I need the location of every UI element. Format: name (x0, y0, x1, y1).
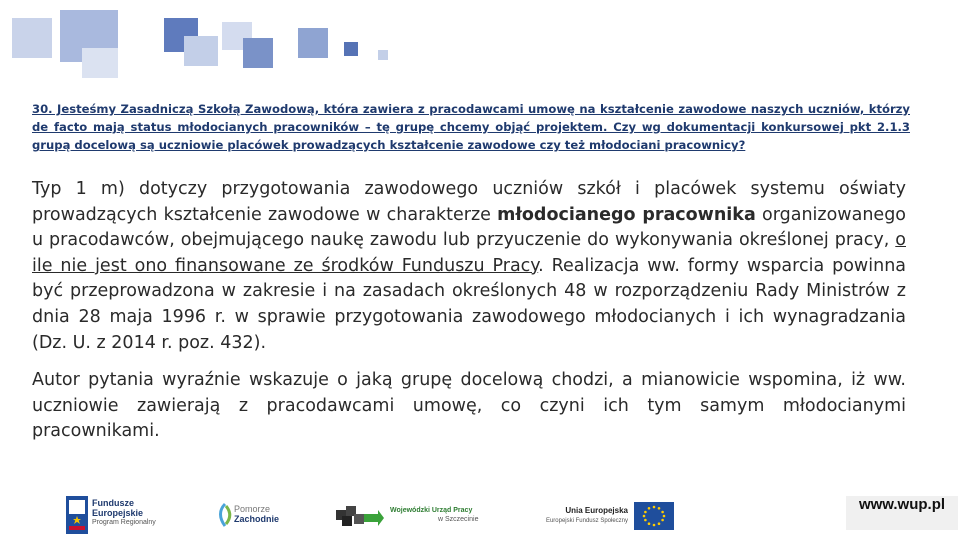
pz-swirl-icon (216, 502, 234, 528)
answer-text: . Realizacja ww. formy wsparcia powinna być przeprowadzona w zakresie i na zasadach określonych 48 w rozporządzeniu Rady Ministrów z dnia 28 maja 1996 r. w sprawie przygotowania zawodowego młodocianych i ich wynagradzania (Dz. U. z 2014 r. poz. 432). (32, 255, 907, 353)
fe-line2: Europejskie (92, 508, 144, 518)
answer-underlined-condition: o ile nie jest ono finansowane ze środków Funduszu Pracy (32, 230, 906, 276)
decor-square (298, 28, 328, 58)
fe-line3: Program Regionalny (92, 519, 156, 526)
answer-text: Typ 1 m) dotyczy przygotowania zawodowego uczniów szkół i placówek systemu oświaty prowadzących kształcenie zawodowe w charakterze (32, 179, 906, 225)
ue-line1: Unia Europejska (565, 506, 628, 515)
wup-line1: Wojewódzki Urząd Pracy (390, 507, 473, 514)
fundusze-europejskie-logo (66, 496, 166, 534)
decor-square (378, 50, 388, 60)
wup-szczecin-logo (334, 502, 484, 532)
website-url[interactable]: www.wup.pl (846, 496, 958, 530)
answer-paragraph-1 (32, 177, 906, 356)
pz-line2: Zachodnie (234, 514, 280, 524)
answer-text: organizowanego u pracodawców, obejmującego naukę zawodu lub przyuczenie do wykonywania określonej pracy, (32, 204, 907, 251)
eu-flag-icon (634, 502, 674, 530)
pz-line1: Pomorze (234, 504, 271, 514)
decor-square (82, 48, 118, 78)
answer-paragraph-2: Autor pytania wyraźnie wskazuje o jaką grupę docelową chodzi, a mianowicie wspomina, iż ww. uczniowie zawierają z pracodawcami umowę, co czyni ich tym samym młodocianymi pracownikami. (32, 370, 906, 442)
ue-line2: Europejski Fundusz Społeczny (545, 518, 628, 524)
fe-line1: Fundusze (92, 498, 134, 508)
fe-star-icon (66, 496, 88, 534)
footer-logos (0, 488, 960, 540)
pomorze-zachodnie-logo (216, 500, 286, 532)
wup-line2: w Szczecinie (438, 516, 479, 523)
question-text: 30. Jesteśmy Zasadniczą Szkołą Zawodową, która zawiera z pracodawcami umowę na kształcenie zawodowe naszych uczniów, którzy de facto mają status młodocianych pracowników – tę grupę chcemy objąć projektem. Czy wg dokumentacji konkursowej pkt 2.1.3 grupą docelową są uczniowie placówek prowadzących kształcenie zawodowe czy też młodociani pracownicy? (32, 102, 910, 152)
wup-blocks-icon (334, 502, 384, 528)
answer-bold-term: młodocianego pracownika (497, 204, 756, 225)
decor-square (344, 42, 358, 56)
decor-square (243, 38, 273, 68)
unia-europejska-logo (540, 500, 676, 532)
decor-square (184, 36, 218, 66)
decor-square (12, 18, 52, 58)
